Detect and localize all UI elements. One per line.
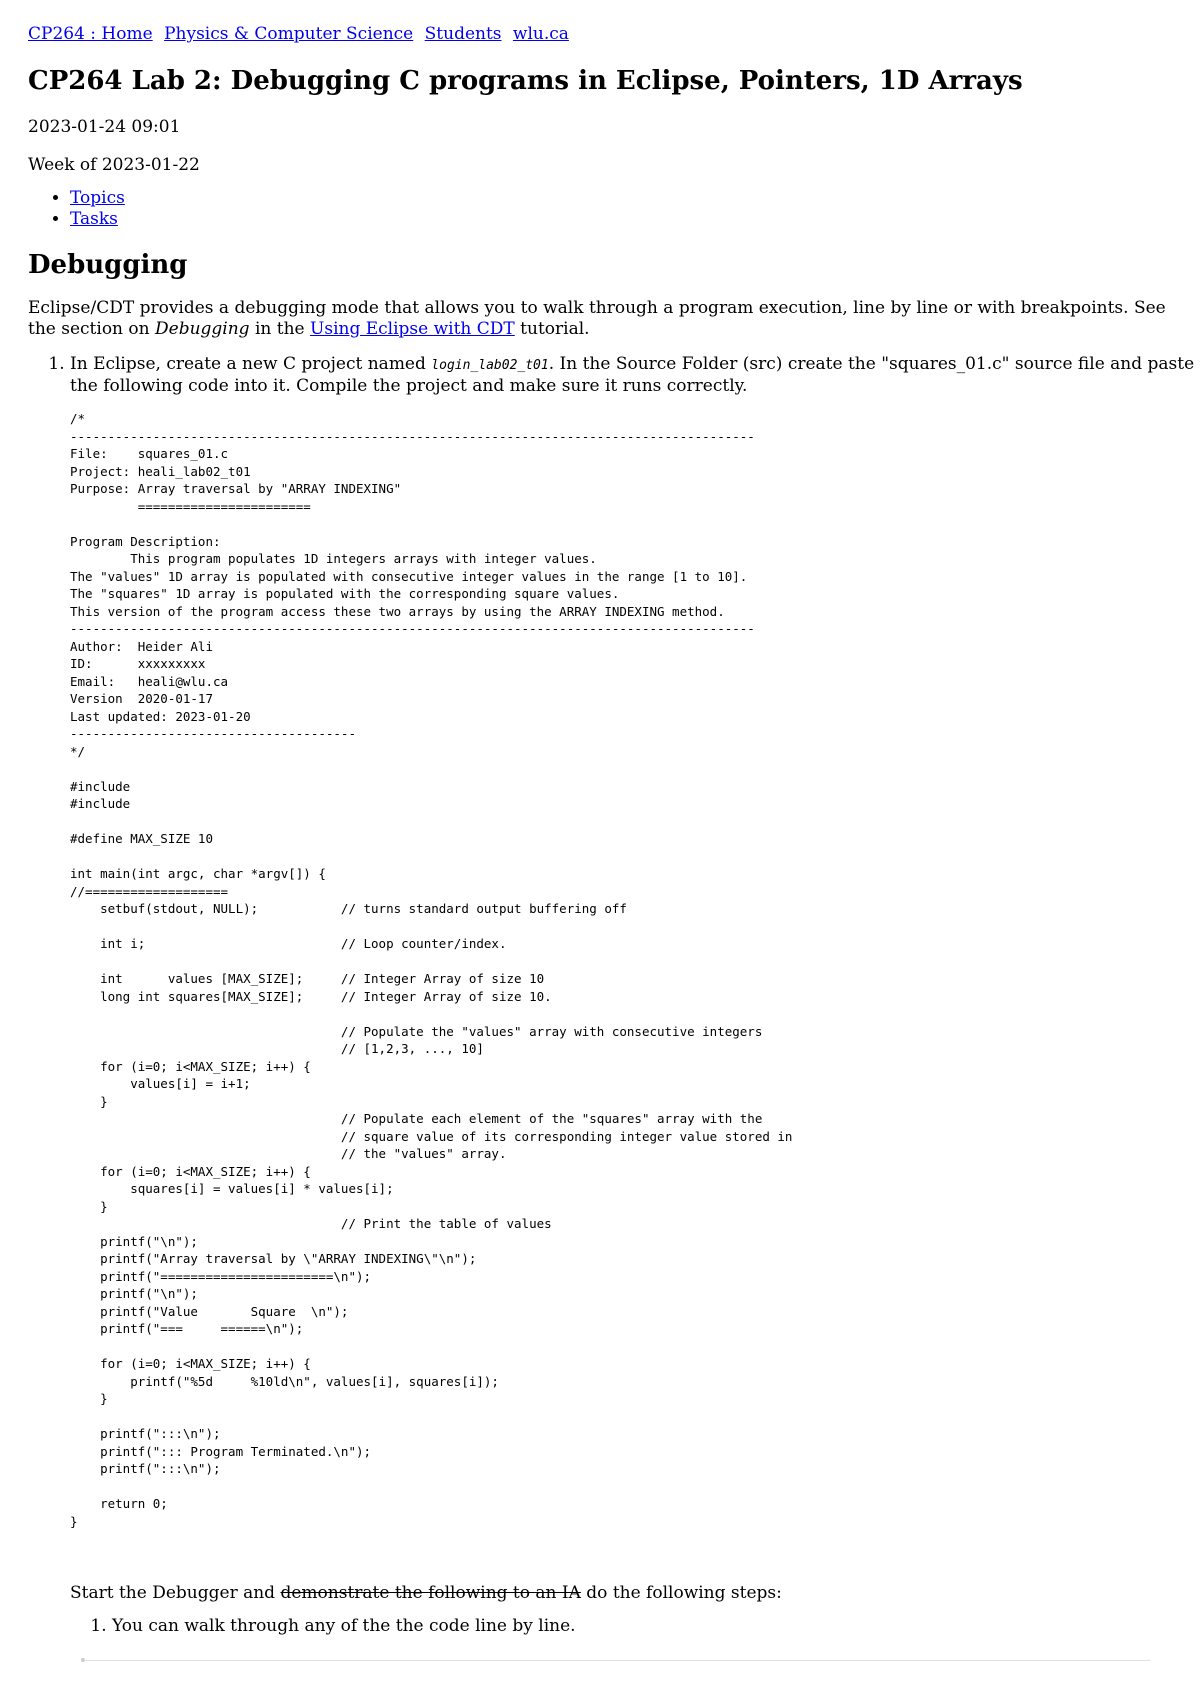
intro-paragraph <box>28 298 1178 340</box>
page-title: CP264 Lab 2: Debugging C programs in Eclipse, Pointers, 1D Arrays <box>28 66 1023 96</box>
content-divider <box>84 1660 1150 1661</box>
nav-link-physics-cs[interactable]: Physics & Computer Science <box>164 24 414 44</box>
section-heading-debugging: Debugging <box>28 250 188 280</box>
toc-link-topics[interactable]: Topics <box>70 188 125 208</box>
nav-link-students[interactable]: Students <box>424 24 502 44</box>
debug-text-after: do the following steps: <box>580 1583 782 1603</box>
nav-link-wlu[interactable]: wlu.ca <box>512 24 569 44</box>
step-1-text-before: In Eclipse, create a new C project named <box>70 354 432 374</box>
nav-link-home[interactable]: CP264 : Home <box>28 24 153 44</box>
toc-item <box>70 209 125 230</box>
toc-link-tasks[interactable]: Tasks <box>70 209 118 229</box>
toc-item <box>70 188 125 209</box>
step-1-text-after: . In the Source Folder (src) create the "squares_01.c" source file and paste the following code into it. Compile the project and make sure it runs correctly. <box>70 354 1195 396</box>
table-of-contents <box>28 188 125 230</box>
debug-step-list <box>70 1616 1172 1636</box>
intro-text-3: tutorial. <box>514 319 590 339</box>
top-nav <box>28 24 575 44</box>
intro-text-2: in the <box>249 319 311 339</box>
intro-emphasis: Debugging <box>155 319 250 339</box>
step-list <box>28 354 1200 397</box>
project-name: login_lab02_t01 <box>431 358 549 373</box>
eclipse-cdt-tutorial-link[interactable]: Using Eclipse with CDT <box>310 319 515 339</box>
debug-step-1: 1. You can walk through any of the the code line by line. <box>112 1616 1172 1636</box>
code-block: /* ------------------------------------------------------------------------------------------- File: squares_01.c Project: heali_lab02_t01 Purpose: Array traversal by "ARRAY INDEXING" ======================= Program Description: This program populates 1D integers arrays with integer values. The "values" 1D array is populated with consecutive integer values in the range [1 to 10]. The "squares" 1D array is populated with the corresponding square values. This version of the program access these two arrays by using the ARRAY INDEXING method. ------------------------------------------------------------------------------------------- Author: Heider Ali ID: xxxxxxxxx Email: heali@wlu.ca Version 2020-01-17 Last updated: 2023-01-20 -------------------------------------- */ #include #include #define MAX_SIZE 10 int main(int argc, char *argv[]) { //=================== setbuf(stdout, NULL); // turns standard output buffering off int i; // Loop counter/index. int values [MAX_SIZE]; // Integer Array of size 10 long int squares[MAX_SIZE]; // Integer Array of size 10. // Populate the "values" array with consecutive integers // [1,2,3, ..., 10] for (i=0; i<MAX_SIZE; i++) { values[i] = i+1; } // Populate each element of the "squares" array with the // square value of its corresponding integer value stored in // the "values" array. for (i=0; i<MAX_SIZE; i++) { squares[i] = values[i] * values[i]; } // Print the table of values printf("\n"); printf("Array traversal by \"ARRAY INDEXING\"\n"); printf("=======================\n"); printf("\n"); printf("Value Square \n"); printf("=== ======\n"); for (i=0; i<MAX_SIZE; i++) { printf("%5d %10ld\n", values[i], squares[i]); } printf(":::\n"); printf("::: Program Terminated.\n"); printf(":::\n"); return 0; } <box>70 411 793 1529</box>
struck-text: demonstrate the following to an IA <box>280 1583 581 1603</box>
debugger-instructions <box>70 1583 782 1603</box>
timestamp: 2023-01-24 09:01 <box>28 117 181 137</box>
step-1 <box>70 354 1200 397</box>
debug-text-before: Start the Debugger and <box>70 1583 281 1603</box>
intro-text-1: Eclipse/CDT provides a debugging mode that allows you to walk through a program execution, line by line or with breakpoints. See the section on <box>28 298 1166 339</box>
week-label: Week of 2023-01-22 <box>28 155 200 175</box>
